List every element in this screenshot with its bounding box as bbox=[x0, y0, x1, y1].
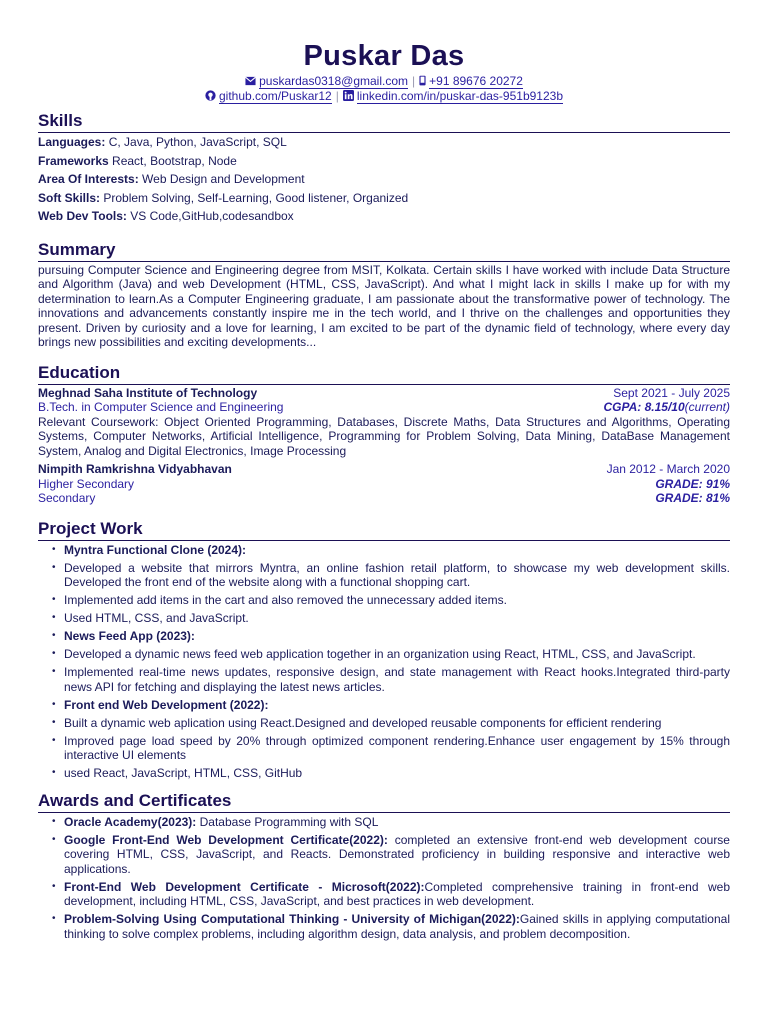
skill-row bbox=[38, 170, 730, 189]
item-text: Implemented real-time news updates, responsive design, and state management with React hooks.Integrated third-party news API for fetching and displaying the latest news articles. bbox=[64, 665, 730, 694]
section-title: Summary bbox=[38, 240, 730, 262]
award-item bbox=[52, 912, 730, 941]
project-item bbox=[52, 561, 730, 590]
education-entry bbox=[38, 386, 730, 459]
project-item bbox=[52, 647, 730, 662]
grade-note: (current) bbox=[684, 400, 730, 414]
email-link[interactable]: puskardas0318@gmail.com bbox=[259, 74, 409, 88]
item-text: completed an extensive front-end web development course covering HTML, CSS, JavaScript, and Reacts. Demonstrated proficiency in building responsive and interactive web applications. bbox=[64, 832, 730, 876]
education-entry bbox=[38, 462, 730, 506]
phone-link[interactable]: +91 89676 20272 bbox=[429, 74, 523, 88]
item-heading: Oracle Academy(2023): bbox=[64, 814, 197, 829]
envelope-icon bbox=[245, 76, 256, 86]
skill-value: React, Bootstrap, Node bbox=[112, 153, 237, 168]
section-title: Education bbox=[38, 363, 730, 385]
project-list bbox=[38, 543, 730, 781]
item-heading: Front end Web Development (2022): bbox=[64, 697, 269, 712]
skill-row bbox=[38, 133, 730, 152]
skill-value: VS Code,GitHub,codesandbox bbox=[130, 209, 294, 223]
item-text: Built a dynamic web aplication using React.Designed and developed reusable components for efficient rendering bbox=[64, 715, 662, 730]
section-title: Project Work bbox=[38, 519, 730, 541]
education-level: Higher Secondary bbox=[38, 476, 135, 491]
skill-value: Web Design and Development bbox=[142, 172, 305, 186]
item-heading: Problem-Solving Using Computational Thinking - University of Michigan(2022): bbox=[64, 912, 520, 926]
project-item bbox=[52, 665, 730, 694]
coursework-text: Relevant Coursework: Object Oriented Programming, Databases, Discrete Maths, Data Structures and Algorithms, Operating Systems, Computer Networks, Artificial Intelligence, Programming for Problem Solving, Data Mining, DataBase Management System, Analog and Digital Electronics, Image Processing bbox=[38, 414, 730, 458]
resume-page bbox=[38, 38, 730, 945]
institution-name: Meghnad Saha Institute of Technology bbox=[38, 385, 258, 400]
item-heading: Front-End Web Development Certificate - Microsoft(2022): bbox=[64, 879, 425, 894]
separator: | bbox=[412, 74, 416, 88]
award-list bbox=[38, 815, 730, 942]
project-item bbox=[52, 716, 730, 731]
skill-label: Soft Skills: bbox=[38, 190, 101, 205]
awards-section bbox=[38, 791, 730, 942]
skill-label: Languages: bbox=[38, 135, 106, 149]
project-item bbox=[52, 734, 730, 763]
skills-section bbox=[38, 111, 730, 226]
item-heading: Google Front-End Web Development Certificate(2022): bbox=[64, 832, 388, 847]
project-item bbox=[52, 593, 730, 608]
projects-section bbox=[38, 519, 730, 781]
item-text: Developed a dynamic news feed web application together in an organization using React, HTML, CSS, and JavaScript. bbox=[64, 647, 696, 661]
skill-label: Frameworks bbox=[38, 153, 109, 168]
github-link[interactable]: github.com/Puskar12 bbox=[219, 89, 332, 103]
summary-text: pursuing Computer Science and Engineering degree from MSIT, Kolkata. Certain skills I have worked with include Data Structure and Algorithm (Java) and web Development (HTML, CSS, JavaScript). And what I might lack in skills I make up for with my determination to learn.As a Computer Engineering graduate, I am passionate about the transformative power of technology. The innovations and advancements constantly inspire me in the tech world, and I thrive on the challenges and opportunities they present. Driven by curiosity and a love for learning, I am excited to be part of the dynamic field of technology, where every day brings new possibilities and exciting developments... bbox=[38, 262, 730, 349]
item-text: Database Programming with SQL bbox=[196, 814, 379, 829]
skill-row bbox=[38, 207, 730, 226]
linkedin-icon bbox=[343, 90, 354, 101]
institution-name: Nimpith Ramkrishna Vidyabhavan bbox=[38, 462, 232, 476]
skill-label: Web Dev Tools: bbox=[38, 209, 127, 223]
skill-row bbox=[38, 152, 730, 171]
item-heading: Myntra Functional Clone (2024): bbox=[64, 542, 247, 557]
project-item bbox=[52, 766, 730, 781]
grade-value bbox=[604, 400, 731, 415]
education-level: Secondary bbox=[38, 491, 96, 505]
phone-icon bbox=[419, 75, 426, 86]
degree-name: B.Tech. in Computer Science and Engineering bbox=[38, 400, 284, 414]
contact-line-1 bbox=[38, 74, 730, 89]
skill-row bbox=[38, 189, 730, 208]
project-item bbox=[52, 543, 730, 558]
item-text: Improved page load speed by 20% through optimized component rendering.Enhance user engagement by 15% through interactive UI elements bbox=[64, 733, 730, 762]
project-item bbox=[52, 698, 730, 713]
project-item bbox=[52, 629, 730, 644]
section-title: Skills bbox=[38, 111, 730, 133]
linkedin-link[interactable]: linkedin.com/in/puskar-das-951b9123b bbox=[356, 89, 563, 103]
project-item bbox=[52, 611, 730, 626]
skills-list bbox=[38, 133, 730, 226]
award-item bbox=[52, 880, 730, 909]
item-text: Completed comprehensive training in front-end web development, including HTML, CSS, JavaScript, and best practices in web development. bbox=[64, 879, 730, 908]
section-title: Awards and Certificates bbox=[38, 791, 730, 813]
education-dates: Sept 2021 - July 2025 bbox=[613, 385, 730, 400]
item-text: Developed a website that mirrors Myntra, an online fashion retail platform, to showcase my web development skills. Developed the front end of the website along with a functional shopping cart. bbox=[64, 560, 730, 589]
item-text: used React, JavaScript, HTML, CSS, GitHub bbox=[64, 766, 303, 780]
skill-label: Area Of Interests: bbox=[38, 172, 139, 186]
separator: | bbox=[335, 89, 339, 103]
award-item bbox=[52, 815, 730, 830]
education-dates: Jan 2012 - March 2020 bbox=[606, 462, 730, 476]
candidate-name: Puskar Das bbox=[303, 40, 465, 72]
skill-value: Problem Solving, Self-Learning, Good listener, Organized bbox=[103, 190, 409, 205]
skill-value: C, Java, Python, JavaScript, SQL bbox=[108, 135, 287, 149]
grade-value: GRADE: 81% bbox=[655, 491, 730, 505]
item-text: Gained skills in applying computational thinking to solve complex problems, including algorithm design, data analysis, and problem decomposition. bbox=[64, 912, 730, 941]
item-text: Implemented add items in the cart and also removed the unnecessary added items. bbox=[64, 593, 507, 607]
github-icon bbox=[205, 90, 216, 101]
item-text: Used HTML, CSS, and JavaScript. bbox=[64, 611, 249, 625]
education-section bbox=[38, 363, 730, 506]
grade-value: GRADE: 91% bbox=[655, 476, 730, 491]
cgpa-value: CGPA: 8.15/10 bbox=[603, 400, 685, 414]
item-heading: News Feed App (2023): bbox=[64, 629, 195, 643]
contact-line-2 bbox=[38, 89, 730, 104]
award-item bbox=[52, 833, 730, 877]
summary-section bbox=[38, 240, 730, 350]
